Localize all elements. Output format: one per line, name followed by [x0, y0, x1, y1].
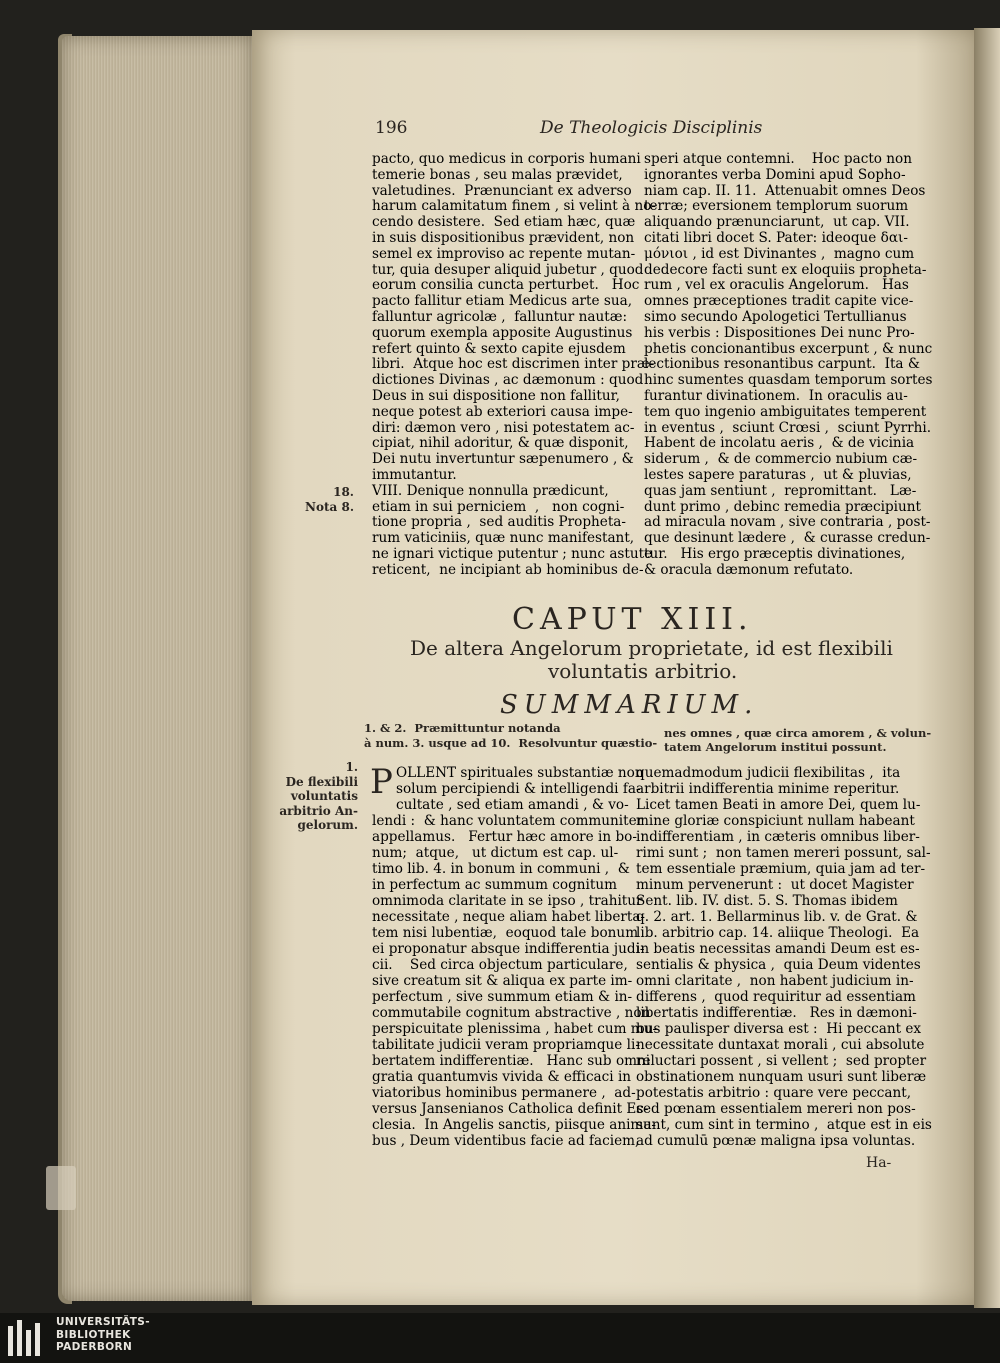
text-line: VIII. Denique nonnulla prædicunt,: [372, 482, 609, 499]
text-line: sive creatum sit & aliqua ex parte im-: [372, 973, 633, 989]
text-line: necessitate duntaxat morali , cui absolute: [636, 1037, 925, 1053]
text-line: neque potest ab exteriori causa impe-: [372, 403, 633, 420]
chapter-subtitle-line2: voluntatis arbitrio.: [548, 659, 738, 683]
text-line: omnes præceptiones tradit capite vice-: [644, 293, 914, 310]
text-line: immutantur.: [372, 467, 457, 483]
text-line: bus paulisper diversa est : Hi peccant ex: [636, 1021, 922, 1037]
text-line: timo lib. 4. in bonum in communi , &: [372, 861, 630, 877]
text-line: diri: dæmon vero , nisi potestatem ac-: [372, 419, 635, 436]
margin-note-18: 18. Nota 8.: [305, 485, 354, 514]
text-line: sentialis & physica , quia Deum videntes: [636, 957, 921, 973]
text-line: in beatis necessitas amandi Deum est es-: [636, 941, 920, 957]
text-line: tem quo ingenio ambiguitates temperent: [644, 403, 927, 420]
text-line: dunt primo , debinc remedia præcipiunt: [644, 498, 921, 515]
text-line: omni claritate , non habent judicium in-: [636, 973, 914, 989]
text-line: ad miracula novam , sive contraria , post-: [644, 514, 931, 531]
text-line: quas jam sentiunt , repromittant. Læ-: [644, 482, 917, 499]
left-column-top: [372, 151, 657, 582]
text-line: hinc sumentes quasdam temporum sortes: [644, 372, 933, 389]
text-line: pacto fallitur etiam Medicus arte sua,: [372, 293, 633, 310]
summarium-left-line: 1. & 2. Præmittuntur notanda: [364, 721, 561, 735]
text-line: rum , vel ex oraculis Angelorum. Has: [644, 277, 909, 294]
text-line: tabilitate judicii veram propriamque li-: [372, 1037, 640, 1053]
library-bars-logo-icon: [8, 1320, 48, 1356]
text-line: versus Jansenianos Catholica definit Ec-: [372, 1101, 649, 1117]
text-line: pacto, quo medicus in corporis humani: [372, 151, 641, 167]
text-line: eorum consilia cuncta perturbet. Hoc: [372, 277, 640, 294]
text-line: sed pœnam essentialem mereri non pos-: [636, 1101, 916, 1117]
text-line: falluntur agricolæ , falluntur nautæ:: [372, 309, 628, 325]
text-line: ad cumulū pœnæ maligna ipsa voluntas.: [636, 1133, 916, 1149]
text-line: appellamus. Fertur hæc amore in bo-: [372, 829, 637, 845]
text-line: dictiones Divinas , ac dæmonum : quod: [372, 372, 644, 389]
text-line: terræ; eversionem templorum suorum: [644, 198, 909, 215]
text-line: perfectum , sive summum etiam & in-: [372, 989, 633, 1005]
text-line: his verbis : Dispositiones Dei nunc Pro-: [644, 324, 915, 341]
text-line: Habent de incolatu aeris , & de vicinia: [644, 435, 915, 452]
right-column-bottom: [636, 765, 932, 1156]
summarium-right-line: tatem Angelorum institui possunt.: [664, 740, 887, 754]
text-line: cultate , sed etiam amandi , & vo-: [396, 797, 629, 813]
text-line: niam cap. II. 11. Attenuabit omnes Deos: [644, 182, 926, 199]
text-line: ei proponatur absque indifferentia judi-: [372, 941, 645, 957]
left-column-bottom: [372, 765, 658, 1156]
text-line: lib. arbitrio cap. 14. aliique Theologi. Ea: [636, 925, 920, 941]
text-line: cendo desistere. Sed etiam hæc, quæ: [372, 214, 636, 231]
text-line: harum calamitatum finem , si velint à no-: [372, 198, 657, 215]
text-line: phetis concionantibus excerpunt , & nunc: [644, 340, 933, 357]
text-line: etiam in sui perniciem , non cogni-: [372, 498, 625, 515]
text-line: arbitrii indifferentia minime reperitur.: [636, 781, 900, 797]
text-line: viatoribus hominibus permanere , ad-: [372, 1085, 636, 1101]
text-line: potestatis arbitrio : quare vere peccant,: [636, 1085, 912, 1101]
text-line: speri atque contemni. Hoc pacto non: [644, 151, 912, 167]
text-line: indifferentiam , in cæteris omnibus liber-: [636, 829, 920, 845]
text-line: omnimoda claritate in se ipso , trahitur: [372, 893, 643, 909]
text-line: rimi sunt ; non tamen mereri possunt, sal-: [636, 845, 931, 861]
text-line: q. 2. art. 1. Bellarminus lib. v. de Grat. &: [636, 909, 918, 925]
catchword: Ha-: [866, 1155, 892, 1171]
text-line: tem nisi lubentiæ, eoquod tale bonum: [372, 925, 639, 941]
running-title: De Theologicis Disciplinis: [540, 118, 763, 138]
text-line: ne ignari victique putentur ; nunc astute: [372, 546, 653, 562]
text-line: citati libri docet S. Pater: ideoque δαι-: [644, 230, 908, 246]
text-line: quorum exempla apposite Augustinus: [372, 324, 633, 341]
text-line: quemadmodum judicii flexibilitas , ita: [636, 765, 901, 781]
text-line: cipiat, nihil adoritur, & quæ disponit,: [372, 435, 629, 452]
chapter-subtitle-line1: De altera Angelorum proprietate, id est flexibili: [410, 636, 893, 660]
text-line: clesia. In Angelis sanctis, piisque anima-: [372, 1117, 657, 1133]
text-line: furantur divinationem. In oraculis au-: [644, 388, 908, 404]
text-line: refert quinto & sexto capite ejusdem: [372, 340, 626, 357]
text-line: necessitate , neque aliam habet liberta-: [372, 909, 646, 925]
text-line: tione propria , sed auditis Propheta-: [372, 514, 626, 531]
text-line: tur. His ergo præceptis divinationes,: [644, 546, 906, 562]
text-line: libertatis indifferentiæ. Res in dæmoni-: [636, 1005, 917, 1021]
text-line: semel ex improviso ac repente mutan-: [372, 245, 636, 262]
text-line: tur, quia desuper aliquid jubetur , quod: [372, 261, 644, 278]
text-line: cii. Sed circa objectum particulare,: [372, 957, 628, 973]
summarium-heading: SUMMARIUM.: [500, 690, 759, 720]
paper-tab: [46, 1166, 76, 1210]
text-line: num; atque, ut dictum est cap. ul-: [372, 845, 619, 861]
right-column-top: [644, 151, 933, 582]
text-line: minum pervenerunt : ut docet Magister: [636, 877, 914, 893]
text-line: OLLENT spirituales substantiæ non: [396, 765, 644, 781]
text-line: gratia quantumvis vivida & efficaci in: [372, 1069, 632, 1085]
chapter-heading: CAPUT XIII.: [512, 602, 753, 637]
text-line: reluctari possent , si vellent ; sed propter: [636, 1053, 927, 1069]
text-line: lectionibus resonantibus carpunt. Ita &: [644, 356, 920, 373]
summarium-right-line: nes omnes , quæ circa amorem , & volun-: [664, 726, 932, 740]
text-line: lestes sapere paraturas , ut & pluvias,: [644, 467, 912, 483]
facing-page-edge: [974, 28, 1000, 1308]
text-line: temerie bonas , seu malas prævidet,: [372, 166, 623, 183]
text-line: perspicuitate plenissima , habet cum mu-: [372, 1021, 658, 1037]
drop-capital: P: [370, 762, 393, 802]
text-line: simo secundo Apologetici Tertullianus: [644, 309, 907, 325]
text-line: Dei nutu invertuntur sæpenumero , &: [372, 451, 634, 468]
page-number: 196: [375, 118, 408, 138]
text-line: in perfectum ac summum cognitum: [372, 877, 618, 893]
text-line: reticent, ne incipiant ab hominibus de-: [372, 561, 644, 578]
text-line: aliquando prænunciarunt, ut cap. VII.: [644, 214, 910, 231]
text-line: Sent. lib. IV. dist. 5. S. Thomas ibidem: [636, 893, 898, 909]
text-line: tem essentiale præmium, quia jam ad ter-: [636, 861, 926, 877]
text-line: rum vaticiniis, quæ nunc manifestant,: [372, 530, 635, 547]
text-line: in suis dispositionibus prævident, non: [372, 230, 635, 246]
summarium-left-line: à num. 3. usque ad 10. Resolvuntur quæstio-: [364, 736, 658, 750]
library-name: UNIVERSITÄTS- BIBLIOTHEK PADERBORN: [56, 1316, 151, 1353]
text-line: differens , quod requiritur ad essentiam: [636, 989, 916, 1005]
text-line: bertatem indifferentiæ. Hanc sub omni: [372, 1053, 651, 1069]
text-line: ignorantes verba Domini apud Sopho-: [644, 166, 906, 183]
text-line: mine gloriæ conspiciunt nullam habeant: [636, 813, 915, 829]
text-line: obstinationem nunquam usuri sunt liberæ: [636, 1069, 927, 1085]
text-line: sunt, cum sint in termino , atque est in eis: [636, 1117, 932, 1133]
text-line: lendi : & hanc voluntatem communiter: [372, 813, 644, 829]
text-line: solum percipiendi & intelligendi fa-: [396, 781, 641, 797]
text-line: Licet tamen Beati in amore Dei, quem lu-: [636, 797, 921, 813]
text-line: que desinunt lædere , & curasse credun-: [644, 530, 931, 547]
text-line: Deus in sui dispositione non fallitur,: [372, 388, 620, 404]
text-line: valetudines. Prænunciant ex adverso: [372, 182, 632, 199]
text-line: commutabile cognitum abstractive , non: [372, 1005, 651, 1021]
text-line: bus , Deum videntibus facie ad faciem,: [372, 1133, 640, 1149]
text-line: & oracula dæmonum refutato.: [644, 561, 854, 578]
text-line: dedecore facti sunt ex eloquiis propheta-: [644, 261, 927, 278]
text-line: in eventus , sciunt Crœsi , sciunt Pyrrhi.: [644, 419, 932, 436]
text-line: μόνιοι , id est Divinantes , magno cum: [644, 245, 915, 262]
page-block-edge: [62, 36, 252, 1301]
text-line: libri. Atque hoc est discrimen inter præ-: [372, 356, 655, 373]
margin-note-1: 1. De flexibili voluntatis arbitrio An- gelorum.: [279, 760, 358, 832]
text-line: siderum , & de commercio nubium cæ-: [644, 451, 918, 468]
